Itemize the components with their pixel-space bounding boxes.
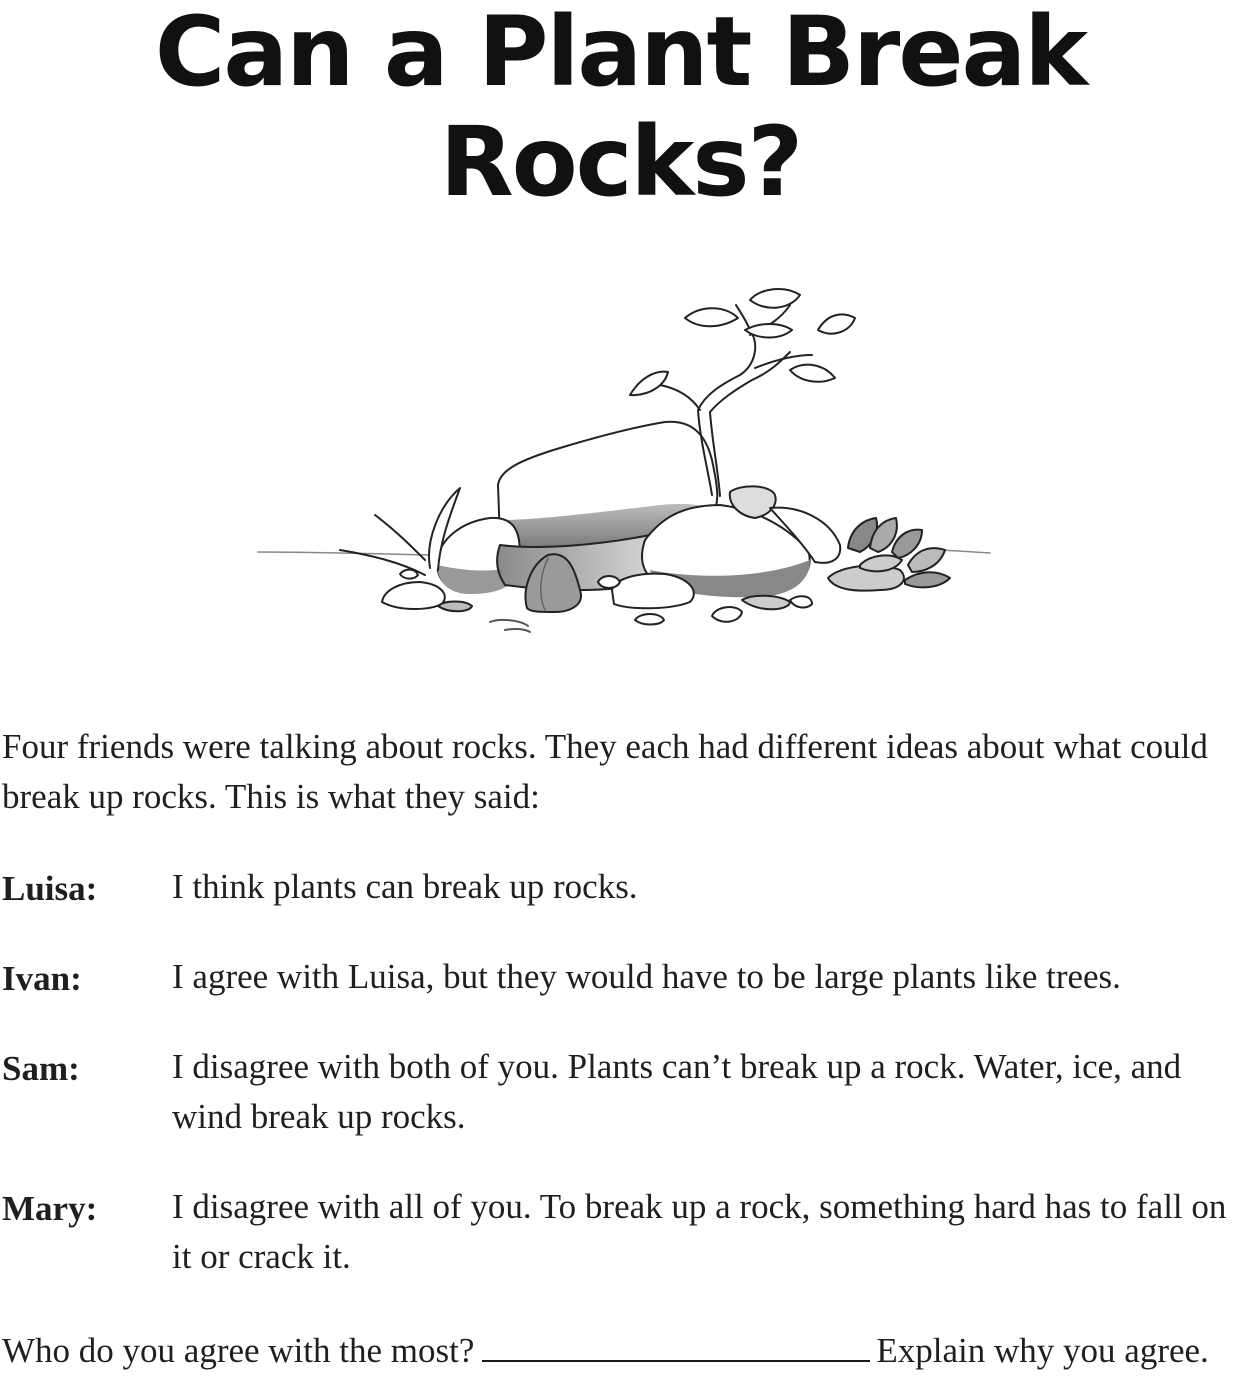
question-line — [2, 1331, 1241, 1371]
speaker-label: Sam: — [2, 1049, 80, 1088]
speaker-quote: I agree with Luisa, but they would have to be large plants like trees. — [172, 957, 1121, 996]
speaker-quote: I disagree with all of you. To break up a rock, something hard has to fall on it or crack it. — [172, 1187, 1227, 1276]
speaker-label: Mary: — [2, 1189, 98, 1228]
intro-paragraph: Four friends were talking about rocks. They each had different ideas about what could break up rocks. This is what they said: — [2, 727, 1208, 816]
question-followup: Explain why you agree. — [876, 1331, 1209, 1370]
speaker-quote: I think plants can break up rocks. — [172, 867, 638, 906]
title-line-1: Can a Plant Break — [154, 0, 1087, 108]
title-line-2: Rocks? — [439, 106, 802, 218]
speaker-label: Ivan: — [2, 959, 82, 998]
speaker-quote: I disagree with both of you. Plants can’t break up a rock. Water, ice, and wind break up rocks. — [172, 1047, 1182, 1136]
speaker-label: Luisa: — [2, 869, 98, 908]
question-prompt: Who do you agree with the most? — [2, 1331, 475, 1370]
answer-blank[interactable] — [482, 1334, 870, 1362]
plant-growing-through-rocks-icon — [250, 280, 1000, 640]
